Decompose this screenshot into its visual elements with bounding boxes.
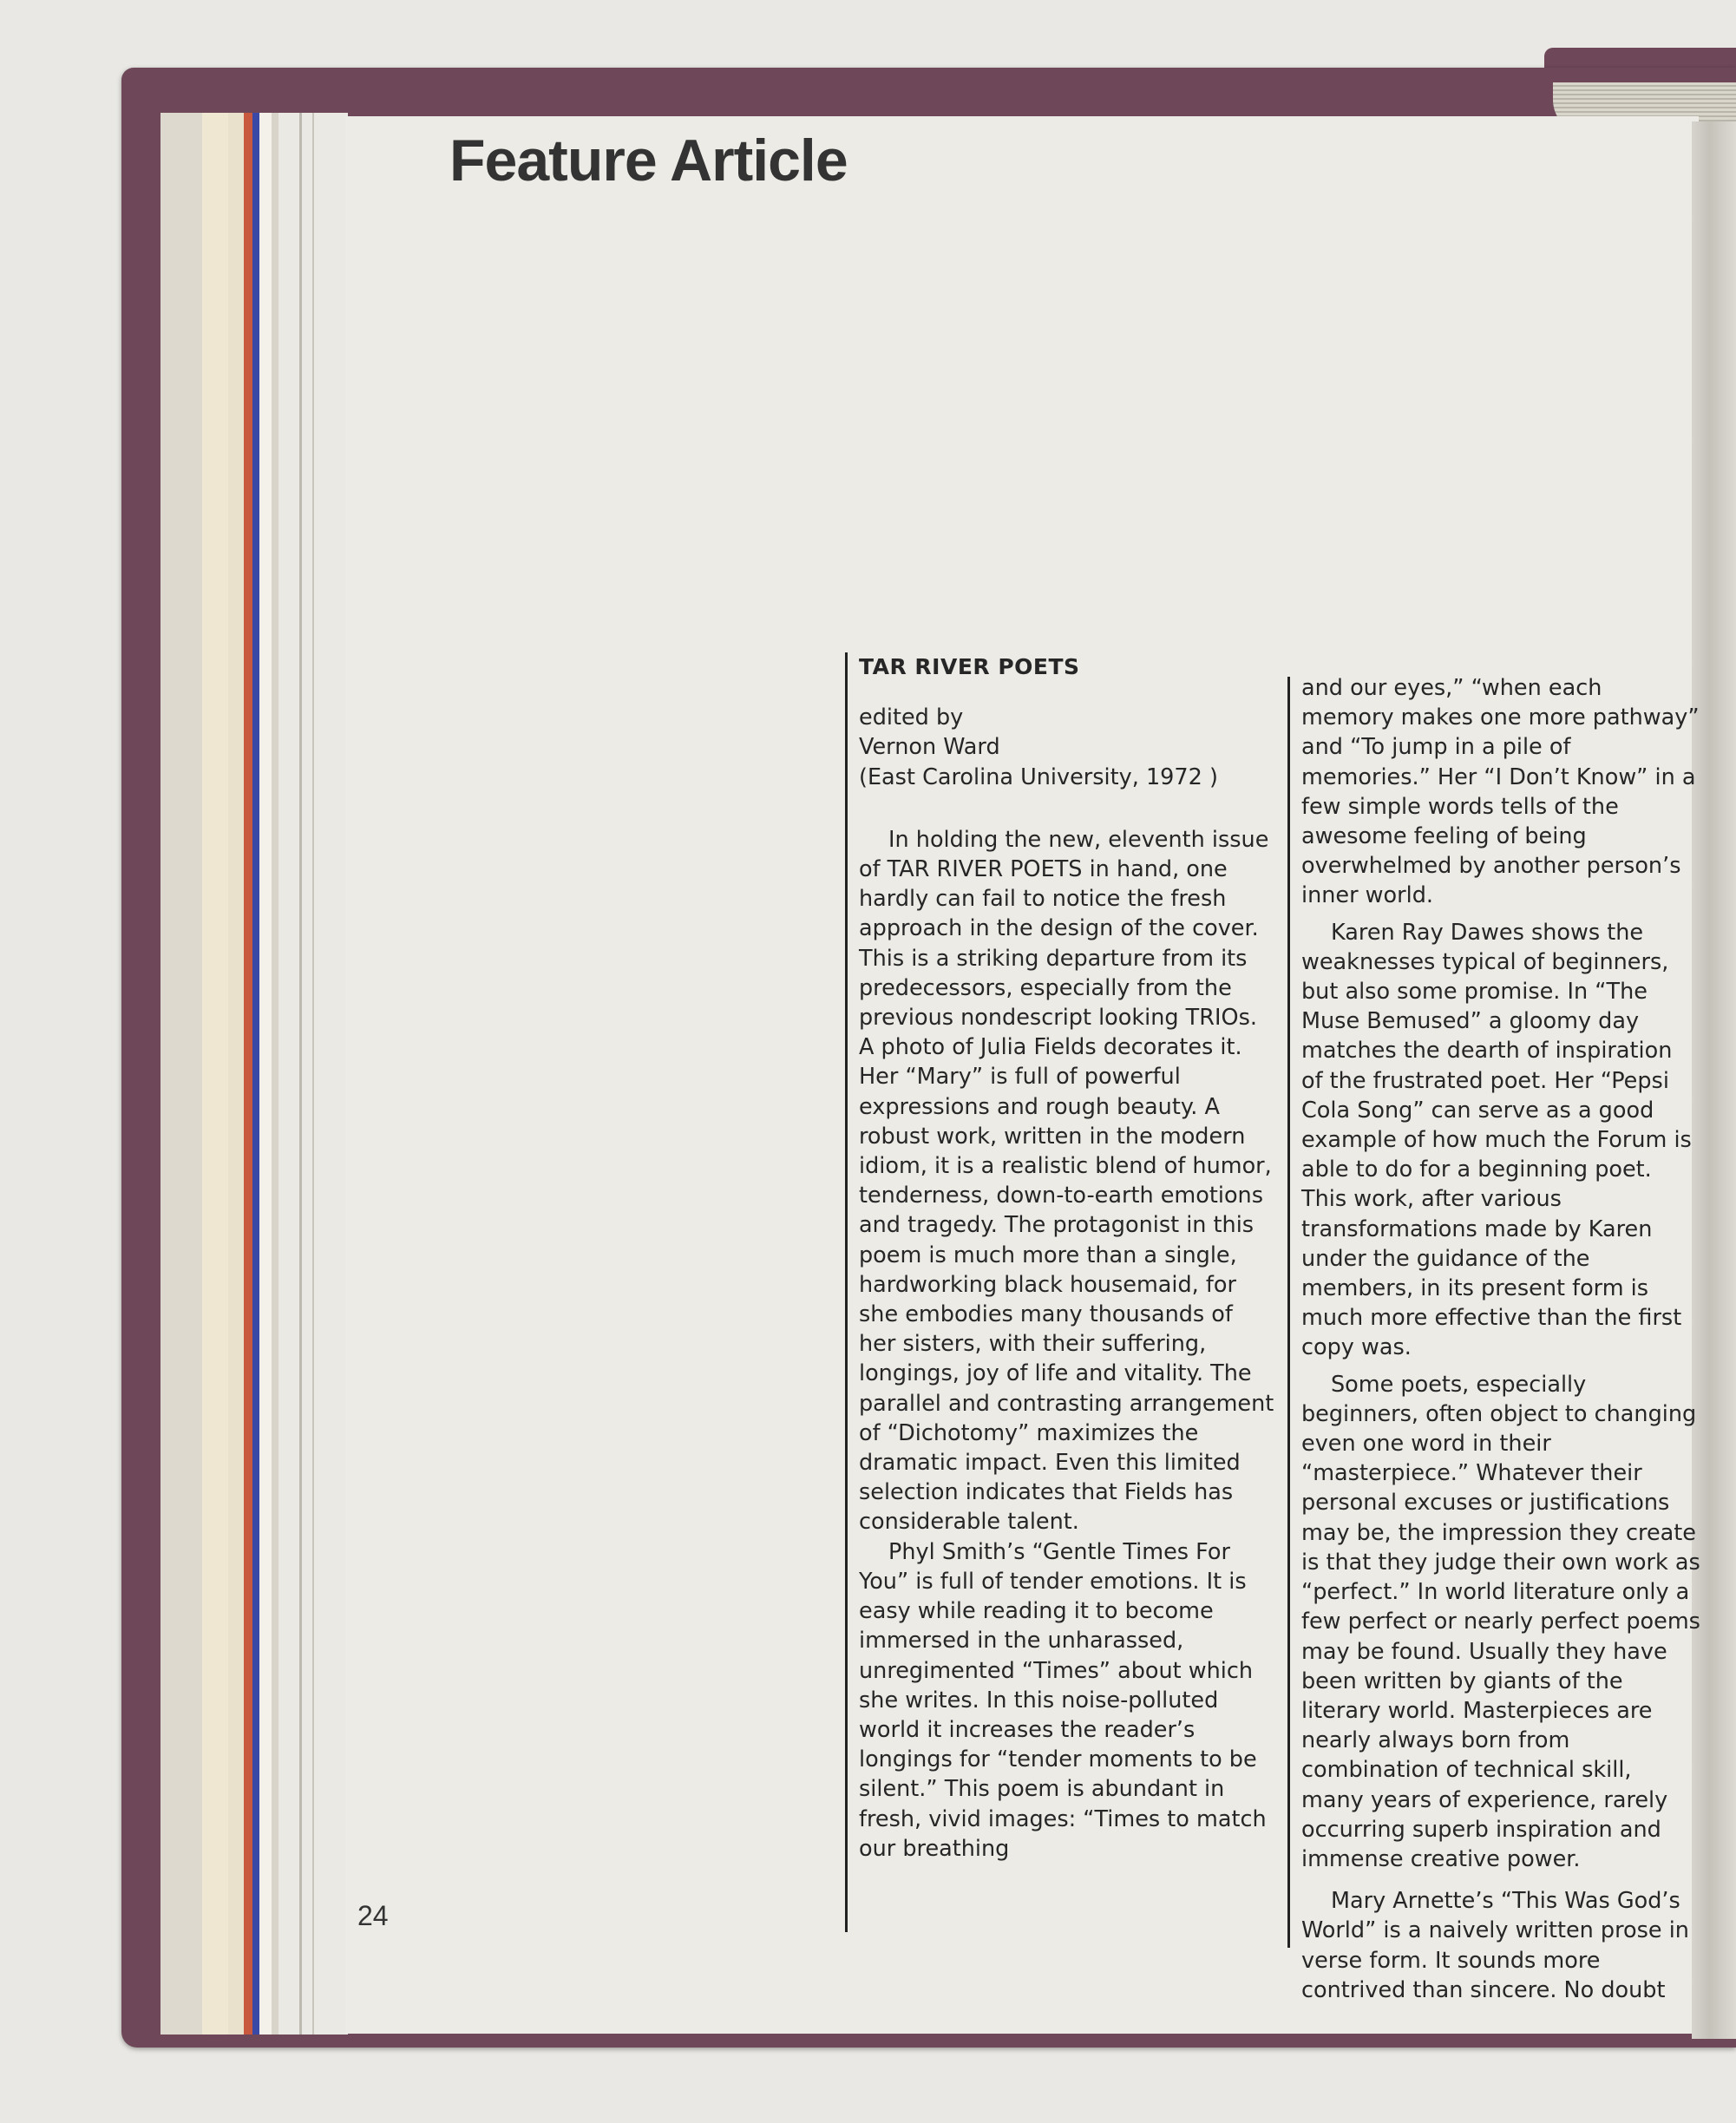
byline-line: (East Carolina University, 1972 ) (859, 763, 1218, 790)
byline-line: edited by (859, 704, 964, 731)
column-rule (1287, 677, 1290, 1948)
article-column-2 (1301, 673, 1700, 2005)
page-edges (160, 113, 347, 2035)
article-column-1 (859, 652, 1275, 1864)
paragraph: Some poets, especially beginners, often object to changing even one word in their “masterpiece.” Whatever their personal excuses or justifications may be, the impression they create is that they judge their own work as “perfect.” In world literature only a few perfect or nearly perfect poems may be found. Usually they have been written by giants of the literary world. Masterpieces are nearly always born from combination of technical skill, many years of experience, rarely occurring superb inspiration and immense creative power. (1301, 1371, 1700, 1872)
page-number: 24 (357, 1900, 389, 1931)
paragraph: Phyl Smith’s “Gentle Times For You” is full of tender emotions. It is easy while reading it to become immersed in the unharassed, unregimented “Times” about which she writes. In this noise-polluted world it increases the reader’s longings for “tender moments to be silent.” This poem is abundant in fresh, vivid images: “Times to match our breathing (859, 1538, 1267, 1862)
paragraph: In holding the new, eleventh issue of TAR RIVER POETS in hand, one hardly can fail to notice the fresh approach in the design of the cover. This is a striking departure from its predecessors, especially from the previous nondescript looking TRIOs. A photo of Julia Fields decorates it. Her “Mary” is full of powerful expressions and rough beauty. A robust work, written in the modern idiom, it is a realistic blend of humor, tenderness, down-to-earth emotions and tragedy. The protagonist in this poem is much more than a single, hardworking black housemaid, for she embodies many thousands of her sisters, with their suffering, longings, joy of life and vitality. The parallel and contrasting arrangement of “Dichotomy” maximizes the dramatic impact. Even this limited selection indicates that Fields has considerable talent. (859, 826, 1274, 1536)
paragraph: and our eyes,” “when each memory makes one more pathway” and “To jump in a pile of memories.” Her “I Don’t Know” in a few simple words tells of the awesome feeling of being overwhelmed by another person’s inner world. (1301, 675, 1700, 909)
paragraph: Karen Ray Dawes shows the weaknesses typical of beginners, but also some promise. In “The Muse Bemused” a gloomy day matches the dearth of inspiration of the frustrated poet. Her “Pepsi Cola Song” can serve as a good example of how much the Forum is able to do for a beginning poet. This work, after various transformations made by Karen under the guidance of the members, in its present form is much more effective than the first copy was. (1301, 919, 1692, 1361)
column-rule (845, 652, 848, 1932)
section-title: Feature Article (449, 128, 848, 193)
paragraph: Mary Arnette’s “This Was God’s World” is a naively written prose in verse form. It sounds more contrived than sincere. No doubt (1301, 1888, 1689, 2003)
byline-line: Vernon Ward (859, 734, 1000, 761)
article-title: TAR RIVER POETS (859, 654, 1080, 679)
article-byline (859, 703, 1275, 792)
